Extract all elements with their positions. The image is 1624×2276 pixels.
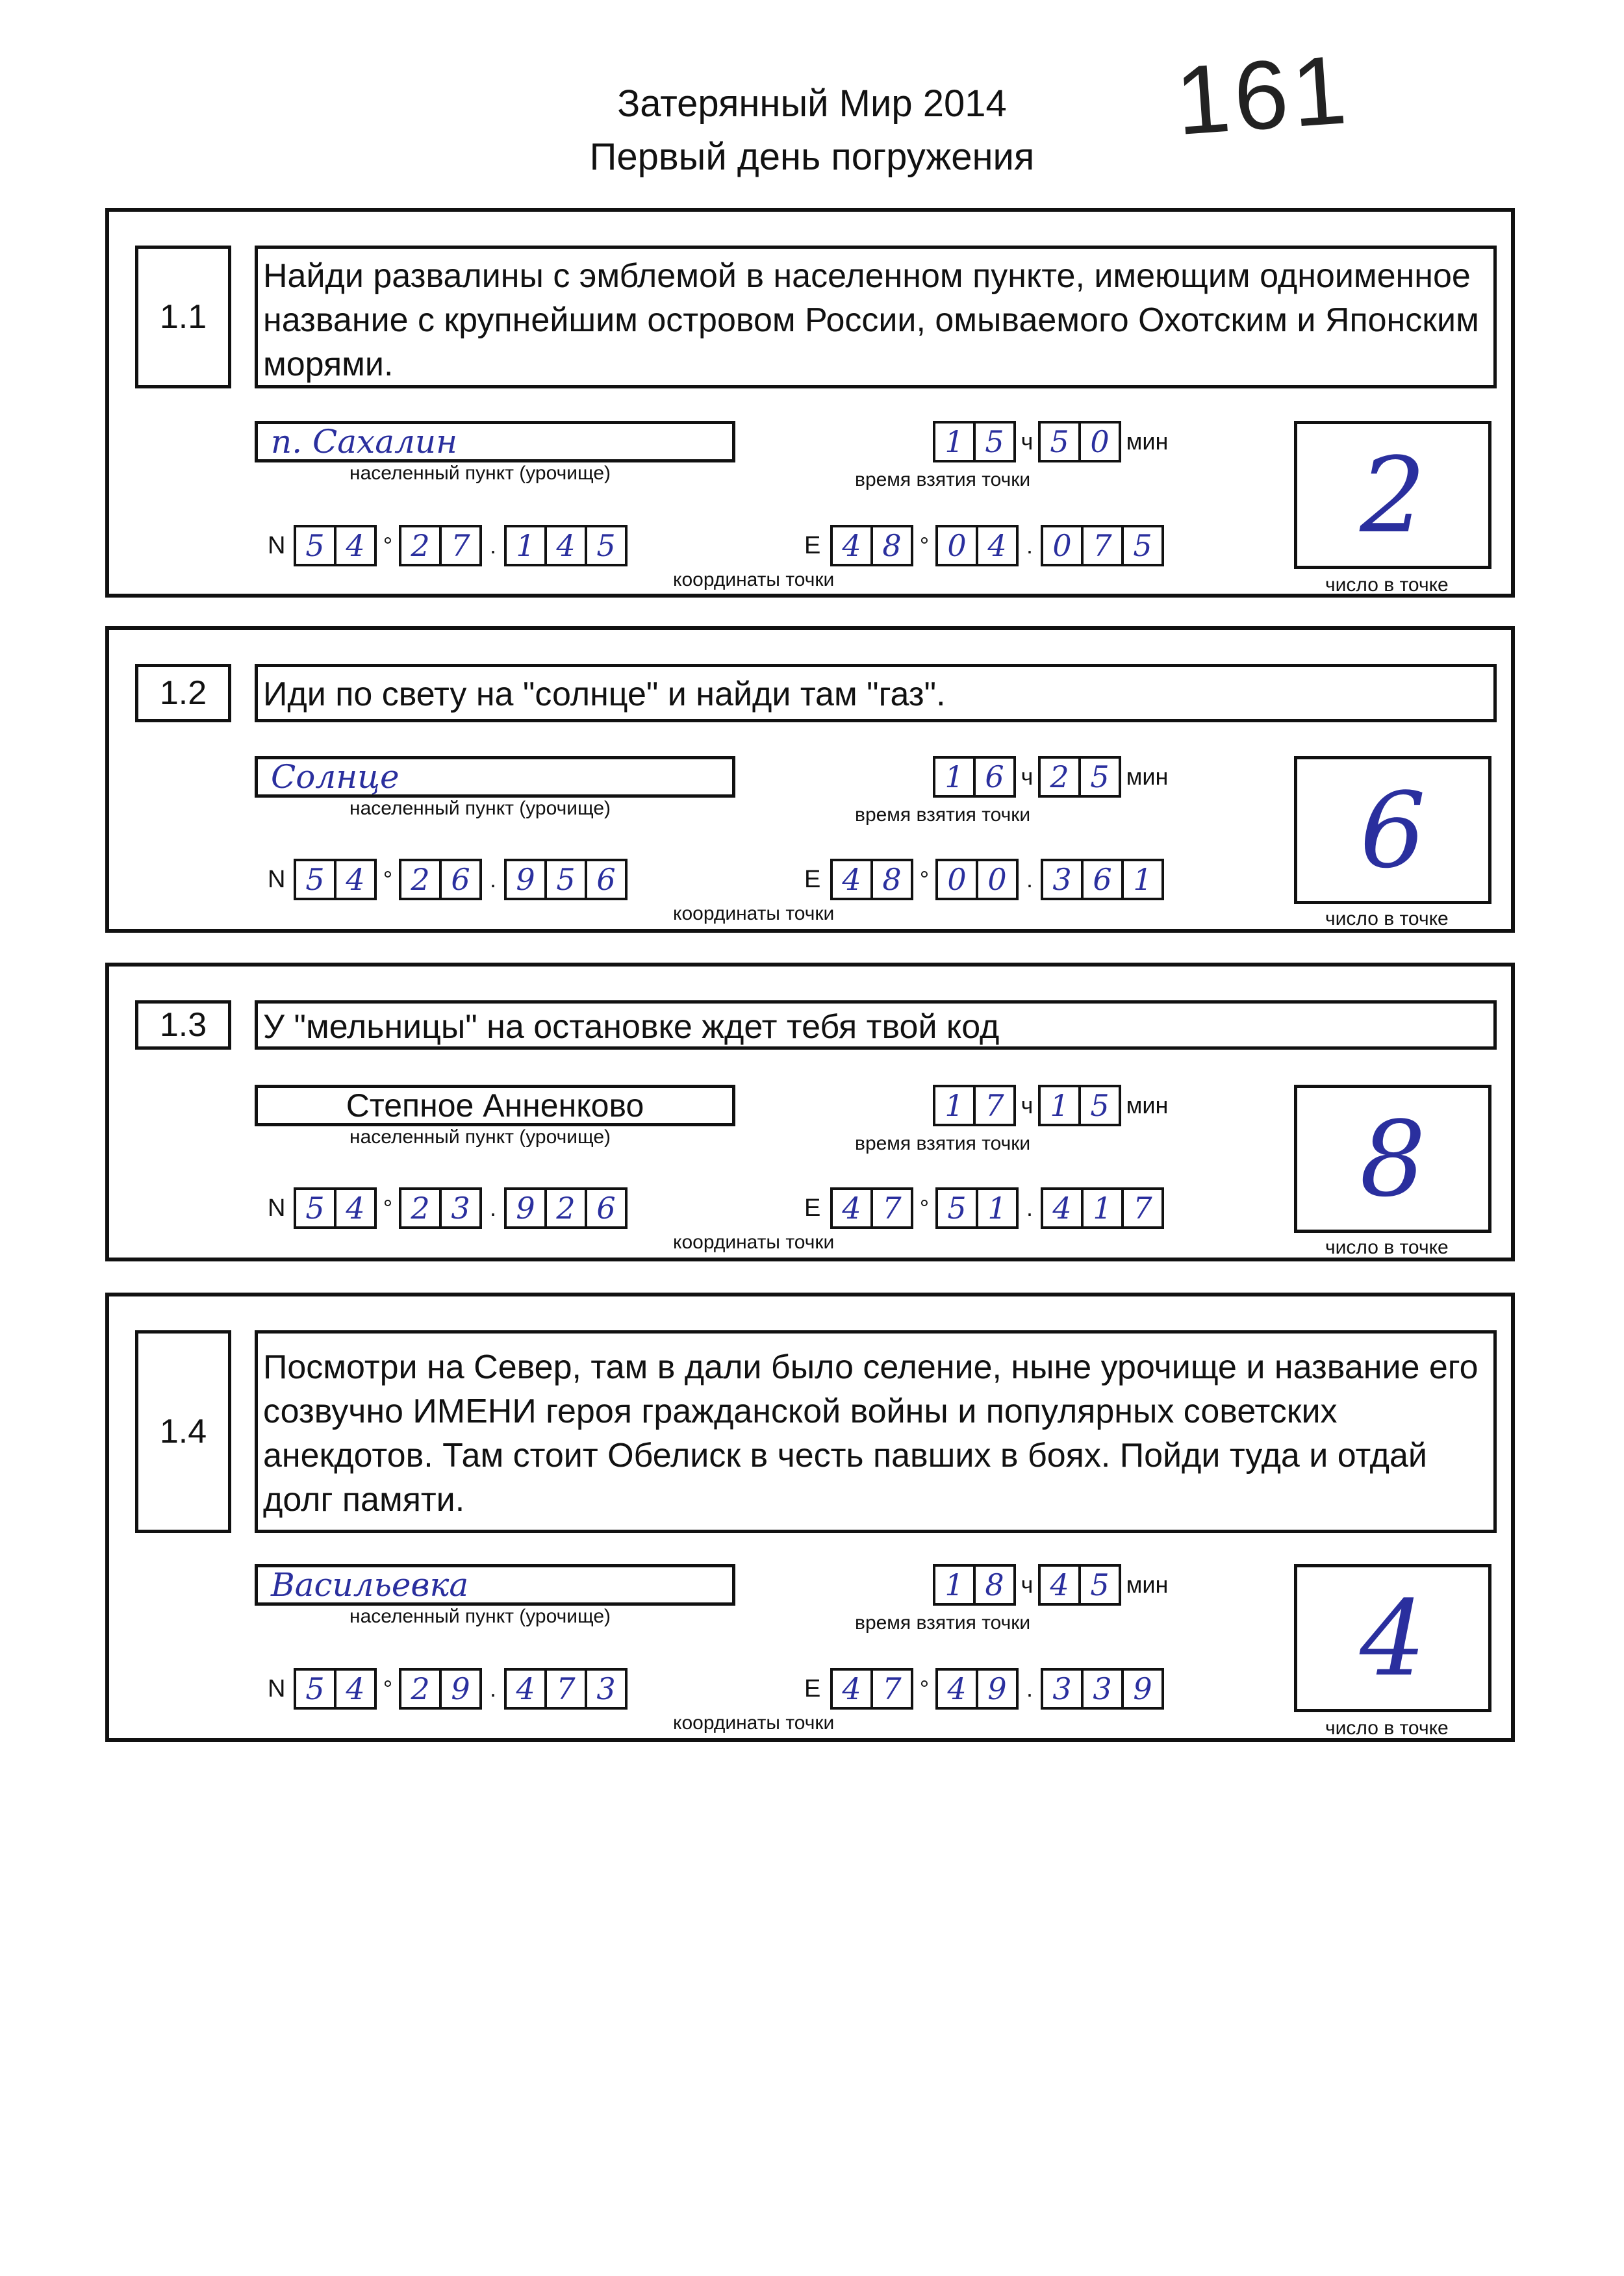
hours-label: ч <box>1021 1092 1034 1119</box>
coordinate-digit[interactable]: 4 <box>334 1187 377 1229</box>
coordinate-digit[interactable]: 7 <box>870 1187 913 1229</box>
coordinate-digit[interactable]: 4 <box>334 525 377 566</box>
task-text: Иди по свету на "солнце" и найди там "газ". <box>255 664 1497 722</box>
decimal-dot: . <box>489 1675 496 1702</box>
coordinate-digit[interactable]: 9 <box>976 1668 1019 1710</box>
coordinate-digit[interactable]: 5 <box>585 525 628 566</box>
settlement-caption: населенный пункт (урочище) <box>349 1606 611 1627</box>
minutes-label: мин <box>1126 428 1169 455</box>
coordinate-digit[interactable]: 4 <box>334 859 377 900</box>
coordinate-digit[interactable]: 0 <box>976 859 1019 900</box>
north-label: N <box>268 1195 286 1222</box>
east-label: E <box>804 1195 821 1222</box>
north-coordinate-field[interactable] <box>268 1668 625 1710</box>
time-minute-digit[interactable]: 5 <box>1078 756 1121 798</box>
time-minute-digit[interactable]: 0 <box>1078 421 1121 462</box>
time-minute-digit[interactable]: 5 <box>1078 1085 1121 1126</box>
decimal-dot: . <box>489 866 496 892</box>
coordinate-digit[interactable]: 5 <box>544 859 587 900</box>
coordinate-digit[interactable]: 8 <box>870 859 913 900</box>
degree-sign: ° <box>919 1195 930 1221</box>
coordinate-digit[interactable]: 5 <box>294 525 336 566</box>
degree-sign: ° <box>383 532 393 559</box>
time-caption: время взятия точки <box>855 1133 1031 1154</box>
degree-sign: ° <box>383 1195 393 1221</box>
degree-sign: ° <box>383 866 393 892</box>
coordinates-caption: координаты точки <box>673 1712 835 1734</box>
point-number-field[interactable]: 8 <box>1294 1085 1491 1233</box>
decimal-dot: . <box>489 1195 496 1221</box>
north-label: N <box>268 532 286 559</box>
time-minute-digit[interactable]: 2 <box>1038 756 1081 798</box>
time-caption: время взятия точки <box>855 804 1031 826</box>
degree-sign: ° <box>919 866 930 892</box>
time-field[interactable] <box>933 1564 1173 1606</box>
coordinate-digit[interactable]: 4 <box>830 525 873 566</box>
coordinate-digit[interactable]: 2 <box>399 525 442 566</box>
east-coordinate-field[interactable] <box>804 1187 1161 1229</box>
point-number-caption: число в точке <box>1325 574 1449 596</box>
coordinate-digit[interactable]: 1 <box>1121 859 1164 900</box>
north-coordinate-field[interactable] <box>268 859 625 900</box>
coordinate-digit[interactable]: 5 <box>935 1187 978 1229</box>
point-number-caption: число в точке <box>1325 1237 1449 1258</box>
task-number: 1.4 <box>135 1330 231 1533</box>
coordinate-digit[interactable]: 3 <box>1081 1668 1124 1710</box>
coordinate-digit[interactable]: 1 <box>504 525 547 566</box>
coordinate-digit[interactable]: 2 <box>544 1187 587 1229</box>
east-coordinate-field[interactable] <box>804 859 1161 900</box>
east-coordinate-field[interactable] <box>804 1668 1161 1710</box>
decimal-dot: . <box>1026 532 1033 559</box>
north-label: N <box>268 1675 286 1702</box>
time-minute-digit[interactable]: 5 <box>1078 1564 1121 1606</box>
point-number-field[interactable]: 6 <box>1294 756 1491 904</box>
decimal-dot: . <box>1026 1195 1033 1221</box>
time-hour-digit[interactable]: 1 <box>933 421 976 462</box>
coordinate-digit[interactable]: 6 <box>585 859 628 900</box>
coordinate-digit[interactable]: 4 <box>544 525 587 566</box>
task-text: У "мельницы" на остановке ждет тебя твой код <box>255 1000 1497 1050</box>
minutes-label: мин <box>1126 1092 1169 1119</box>
decimal-dot: . <box>489 532 496 559</box>
coordinate-digit[interactable]: 5 <box>294 859 336 900</box>
coordinate-digit[interactable]: 4 <box>504 1668 547 1710</box>
degree-sign: ° <box>919 1675 930 1702</box>
coordinate-digit[interactable]: 3 <box>1041 859 1084 900</box>
coordinate-digit[interactable]: 9 <box>439 1668 482 1710</box>
settlement-caption: населенный пункт (урочище) <box>349 1126 611 1148</box>
decimal-dot: . <box>1026 866 1033 892</box>
coordinate-digit[interactable]: 4 <box>830 859 873 900</box>
time-caption: время взятия точки <box>855 469 1031 490</box>
coordinate-digit[interactable]: 7 <box>1121 1187 1164 1229</box>
time-minute-digit[interactable]: 4 <box>1038 1564 1081 1606</box>
coordinate-digit[interactable]: 9 <box>1121 1668 1164 1710</box>
coordinate-digit[interactable]: 0 <box>1041 525 1084 566</box>
task-section-1-4 <box>105 1293 1515 1742</box>
decimal-dot: . <box>1026 1675 1033 1702</box>
hours-label: ч <box>1021 1571 1034 1598</box>
coordinate-digit[interactable]: 3 <box>439 1187 482 1229</box>
degree-sign: ° <box>383 1675 393 1702</box>
coordinate-digit[interactable]: 7 <box>439 525 482 566</box>
time-caption: время взятия точки <box>855 1612 1031 1634</box>
coordinate-digit[interactable]: 7 <box>544 1668 587 1710</box>
coordinate-digit[interactable]: 6 <box>439 859 482 900</box>
coordinate-digit[interactable]: 3 <box>585 1668 628 1710</box>
north-label: N <box>268 866 286 893</box>
coordinate-digit[interactable]: 4 <box>830 1668 873 1710</box>
coordinate-digit[interactable]: 5 <box>1121 525 1164 566</box>
task-number: 1.3 <box>135 1000 231 1050</box>
settlement-field[interactable]: Степное Анненково <box>255 1085 735 1126</box>
task-number: 1.2 <box>135 664 231 722</box>
coordinate-digit[interactable]: 3 <box>1041 1668 1084 1710</box>
time-minute-digit[interactable]: 5 <box>1038 421 1081 462</box>
point-number-caption: число в точке <box>1325 908 1449 929</box>
form-subtitle: Первый день погружения <box>589 136 1035 178</box>
coordinate-digit[interactable]: 7 <box>870 1668 913 1710</box>
coordinate-digit[interactable]: 6 <box>585 1187 628 1229</box>
time-field[interactable] <box>933 1085 1173 1126</box>
coordinate-digit[interactable]: 5 <box>294 1668 336 1710</box>
coordinate-digit[interactable]: 6 <box>1081 859 1124 900</box>
east-label: E <box>804 532 821 559</box>
coordinate-digit[interactable]: 2 <box>399 1668 442 1710</box>
hours-label: ч <box>1021 428 1034 455</box>
time-minute-digit[interactable]: 1 <box>1038 1085 1081 1126</box>
north-coordinate-field[interactable] <box>268 525 625 566</box>
point-number-field[interactable]: 4 <box>1294 1564 1491 1712</box>
task-text: Найди развалины с эмблемой в населенном пункте, имеющим одноименное название с крупнейшим островом России, омываемого Охотским и Японским морями. <box>255 246 1497 388</box>
task-text: Посмотри на Север, там в дали было селение, ныне урочище и название его созвучно ИМЕНИ героя гражданской войны и популярных советских анекдотов. Там стоит Обелиск в честь павших в боях. Пойди туда и отдай долг памяти. <box>255 1330 1497 1533</box>
settlement-caption: населенный пункт (урочище) <box>349 798 611 819</box>
time-hour-digit[interactable]: 7 <box>973 1085 1016 1126</box>
settlement-field[interactable]: Солнце <box>255 756 735 798</box>
degree-sign: ° <box>919 532 930 559</box>
point-number-caption: число в точке <box>1325 1717 1449 1739</box>
time-field[interactable] <box>933 421 1173 462</box>
coordinate-digit[interactable]: 4 <box>976 525 1019 566</box>
coordinate-digit[interactable]: 7 <box>1081 525 1124 566</box>
east-label: E <box>804 1675 821 1702</box>
time-hour-digit[interactable]: 1 <box>933 1085 976 1126</box>
coordinates-caption: координаты точки <box>673 569 835 590</box>
task-section-1-2 <box>105 626 1515 933</box>
task-section-1-3 <box>105 963 1515 1261</box>
time-hour-digit[interactable]: 1 <box>933 756 976 798</box>
time-hour-digit[interactable]: 5 <box>973 421 1016 462</box>
coordinate-digit[interactable]: 1 <box>1081 1187 1124 1229</box>
settlement-field[interactable]: п. Сахалин <box>255 421 735 462</box>
coordinate-digit[interactable]: 2 <box>399 1187 442 1229</box>
page-mark: 161 <box>1172 34 1354 156</box>
coordinate-digit[interactable]: 0 <box>935 859 978 900</box>
settlement-field[interactable]: Васильевка <box>255 1564 735 1606</box>
coordinate-digit[interactable]: 4 <box>830 1187 873 1229</box>
time-field[interactable] <box>933 756 1173 798</box>
time-hour-digit[interactable]: 1 <box>933 1564 976 1606</box>
coordinate-digit[interactable]: 8 <box>870 525 913 566</box>
coordinate-digit[interactable]: 0 <box>935 525 978 566</box>
coordinates-caption: координаты точки <box>673 1232 835 1253</box>
coordinate-digit[interactable]: 1 <box>976 1187 1019 1229</box>
coordinate-digit[interactable]: 9 <box>504 859 547 900</box>
time-hour-digit[interactable]: 8 <box>973 1564 1016 1606</box>
north-coordinate-field[interactable] <box>268 1187 625 1229</box>
minutes-label: мин <box>1126 763 1169 790</box>
coordinate-digit[interactable]: 4 <box>1041 1187 1084 1229</box>
east-label: E <box>804 866 821 893</box>
time-hour-digit[interactable]: 6 <box>973 756 1016 798</box>
task-section-1-1 <box>105 208 1515 598</box>
coordinate-digit[interactable]: 4 <box>334 1668 377 1710</box>
east-coordinate-field[interactable] <box>804 525 1161 566</box>
coordinate-digit[interactable]: 2 <box>399 859 442 900</box>
coordinate-digit[interactable]: 4 <box>935 1668 978 1710</box>
coordinates-caption: координаты точки <box>673 903 835 924</box>
minutes-label: мин <box>1126 1571 1169 1598</box>
task-number: 1.1 <box>135 246 231 388</box>
hours-label: ч <box>1021 763 1034 790</box>
point-number-field[interactable]: 2 <box>1294 421 1491 569</box>
form-title: Затерянный Мир 2014 <box>617 82 1007 125</box>
coordinate-digit[interactable]: 5 <box>294 1187 336 1229</box>
settlement-caption: населенный пункт (урочище) <box>349 462 611 484</box>
coordinate-digit[interactable]: 9 <box>504 1187 547 1229</box>
